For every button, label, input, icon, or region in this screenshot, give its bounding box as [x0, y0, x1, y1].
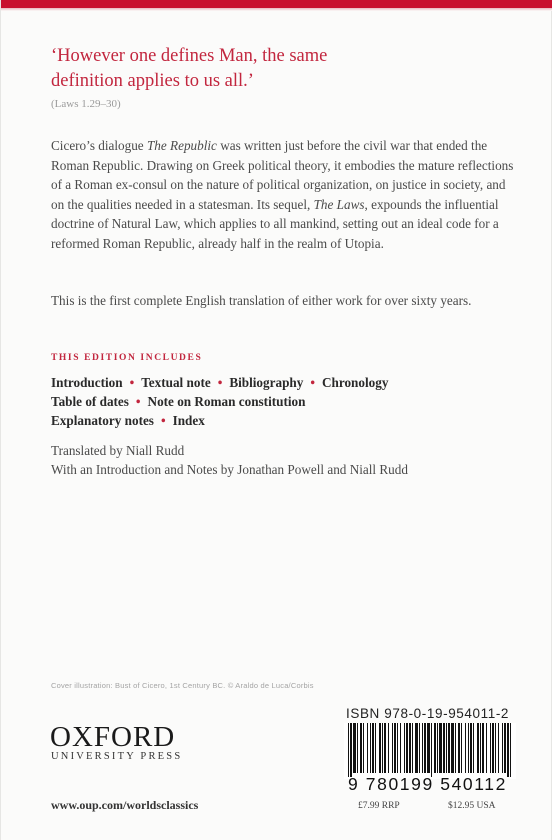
barcode-bar	[348, 723, 349, 777]
red-top-stripe	[1, 0, 552, 8]
barcode-bar	[406, 723, 408, 773]
barcode-bar	[379, 723, 381, 773]
barcode-bar	[400, 723, 401, 773]
barcode-bar	[468, 723, 469, 773]
includes-line-3	[51, 411, 521, 430]
edition-includes-list	[51, 373, 521, 430]
barcode-bar	[482, 723, 484, 773]
price-uk: £7.99 RRP	[358, 801, 400, 811]
description-text-c: , expounds the influential doctrine of Natural Law, which applies to all mankind, setting out an ideal code for a reformed Roman Republic, already half in the realm of Utopia.	[51, 196, 499, 251]
barcode-bar	[419, 723, 420, 773]
barcode-bar	[382, 723, 383, 773]
barcode-bar	[409, 723, 411, 773]
barcode-bar	[510, 723, 511, 777]
barcode-bar	[431, 723, 432, 777]
barcode-bar	[507, 723, 509, 777]
title-the-laws: The Laws	[313, 196, 365, 212]
description-text-a: Cicero’s dialogue	[51, 138, 147, 153]
barcode-bar	[486, 723, 487, 773]
bullet-separator: •	[129, 375, 135, 390]
title-the-republic: The Republic	[146, 138, 217, 153]
barcode-bar	[357, 723, 358, 773]
barcode-bar	[370, 723, 371, 773]
barcode-bar	[465, 723, 466, 773]
barcode-digits: 9 780199 540112	[348, 774, 507, 794]
barcode-bar	[498, 723, 499, 773]
includes-item: Index	[172, 413, 205, 428]
includes-line-2	[51, 392, 521, 411]
barcode-bar	[375, 723, 376, 773]
barcode-bar	[427, 723, 430, 773]
publisher-url: www.oup.com/worldsclassics	[51, 798, 199, 812]
bullet-separator: •	[160, 413, 166, 428]
barcode-bar	[439, 723, 442, 773]
quote-line-1: ‘However one defines Man, the same	[51, 46, 328, 66]
includes-item: Table of dates	[51, 394, 129, 409]
barcode-bars	[344, 723, 516, 779]
barcode-bar	[397, 723, 398, 773]
barcode-bar	[392, 723, 393, 773]
barcode-bar	[461, 723, 462, 773]
quote-line-2: definition applies to us all.’	[51, 71, 254, 91]
barcode-bar	[424, 723, 426, 773]
barcode-bar	[394, 723, 396, 773]
includes-line-1	[51, 373, 521, 392]
barcode-bar	[490, 723, 491, 773]
pull-quote	[51, 44, 521, 94]
barcode-bar	[350, 723, 352, 777]
includes-item: Introduction	[51, 375, 123, 390]
barcode-bar	[451, 723, 454, 773]
includes-item: Bibliography	[229, 375, 304, 390]
barcode-bar	[422, 723, 423, 773]
barcode-bar	[455, 723, 456, 773]
barcode-bar	[363, 723, 364, 773]
barcode-bar	[446, 723, 447, 773]
description-text-b: was written just before the civil war that ended the Roman Republic. Drawing on Greek political theory, it embodies the mature reflections of a Roman ex-consul on the nature of political organization, on justice in society, and on the qualities needed in a statesman. Its sequel,	[51, 138, 514, 212]
bullet-separator: •	[217, 375, 223, 390]
barcode-bar	[367, 723, 368, 773]
isbn-label: ISBN 978-0-19-954011-2	[346, 706, 510, 721]
barcode-bar	[353, 723, 356, 773]
includes-item: Chronology	[321, 375, 389, 390]
barcode-bar	[504, 723, 506, 773]
bullet-separator: •	[135, 394, 141, 409]
barcode-bar	[360, 723, 362, 773]
oxford-logo-subtitle: UNIVERSITY PRESS	[51, 751, 183, 762]
barcode-bar	[502, 723, 503, 773]
barcode-bar	[437, 723, 438, 773]
includes-item: Note on Roman constitution	[147, 394, 306, 409]
barcode-bar	[448, 723, 450, 773]
translator-credit: Translated by Niall Rudd	[51, 443, 185, 458]
includes-item: Explanatory notes	[51, 413, 154, 428]
barcode-bar	[388, 723, 389, 773]
barcode-bar	[492, 723, 494, 773]
edition-includes-heading: THIS EDITION INCLUDES	[51, 353, 203, 363]
barcode	[344, 723, 516, 779]
description-paragraph-1	[51, 136, 521, 254]
oxford-logo: OXFORD	[50, 721, 176, 753]
barcode-bar	[443, 723, 445, 773]
barcode-bar	[473, 723, 474, 773]
description-paragraph-2: This is the first complete English translation of either work for over sixty years.	[51, 293, 472, 308]
barcode-bar	[480, 723, 481, 773]
barcode-bar	[495, 723, 496, 773]
top-stripe-shadow	[1, 8, 552, 11]
editors-credit: With an Introduction and Notes by Jonathan Powell and Niall Rudd	[51, 462, 408, 477]
barcode-bar	[477, 723, 479, 773]
barcode-bar	[372, 723, 374, 773]
barcode-bar	[412, 723, 413, 773]
price-us: $12.95 USA	[448, 801, 496, 811]
barcode-bar	[458, 723, 460, 773]
barcode-bar	[384, 723, 386, 773]
cover-illustration-credit: Cover illustration: Bust of Cicero, 1st Century BC. © Araldo de Luca/Corbis	[51, 681, 314, 690]
barcode-bar	[415, 723, 418, 773]
barcode-bar	[434, 723, 436, 773]
quote-reference: (Laws 1.29–30)	[51, 98, 121, 110]
barcode-bar	[470, 723, 472, 773]
barcode-bar	[404, 723, 405, 773]
bullet-separator: •	[310, 375, 315, 390]
includes-item: Textual note	[141, 375, 211, 390]
